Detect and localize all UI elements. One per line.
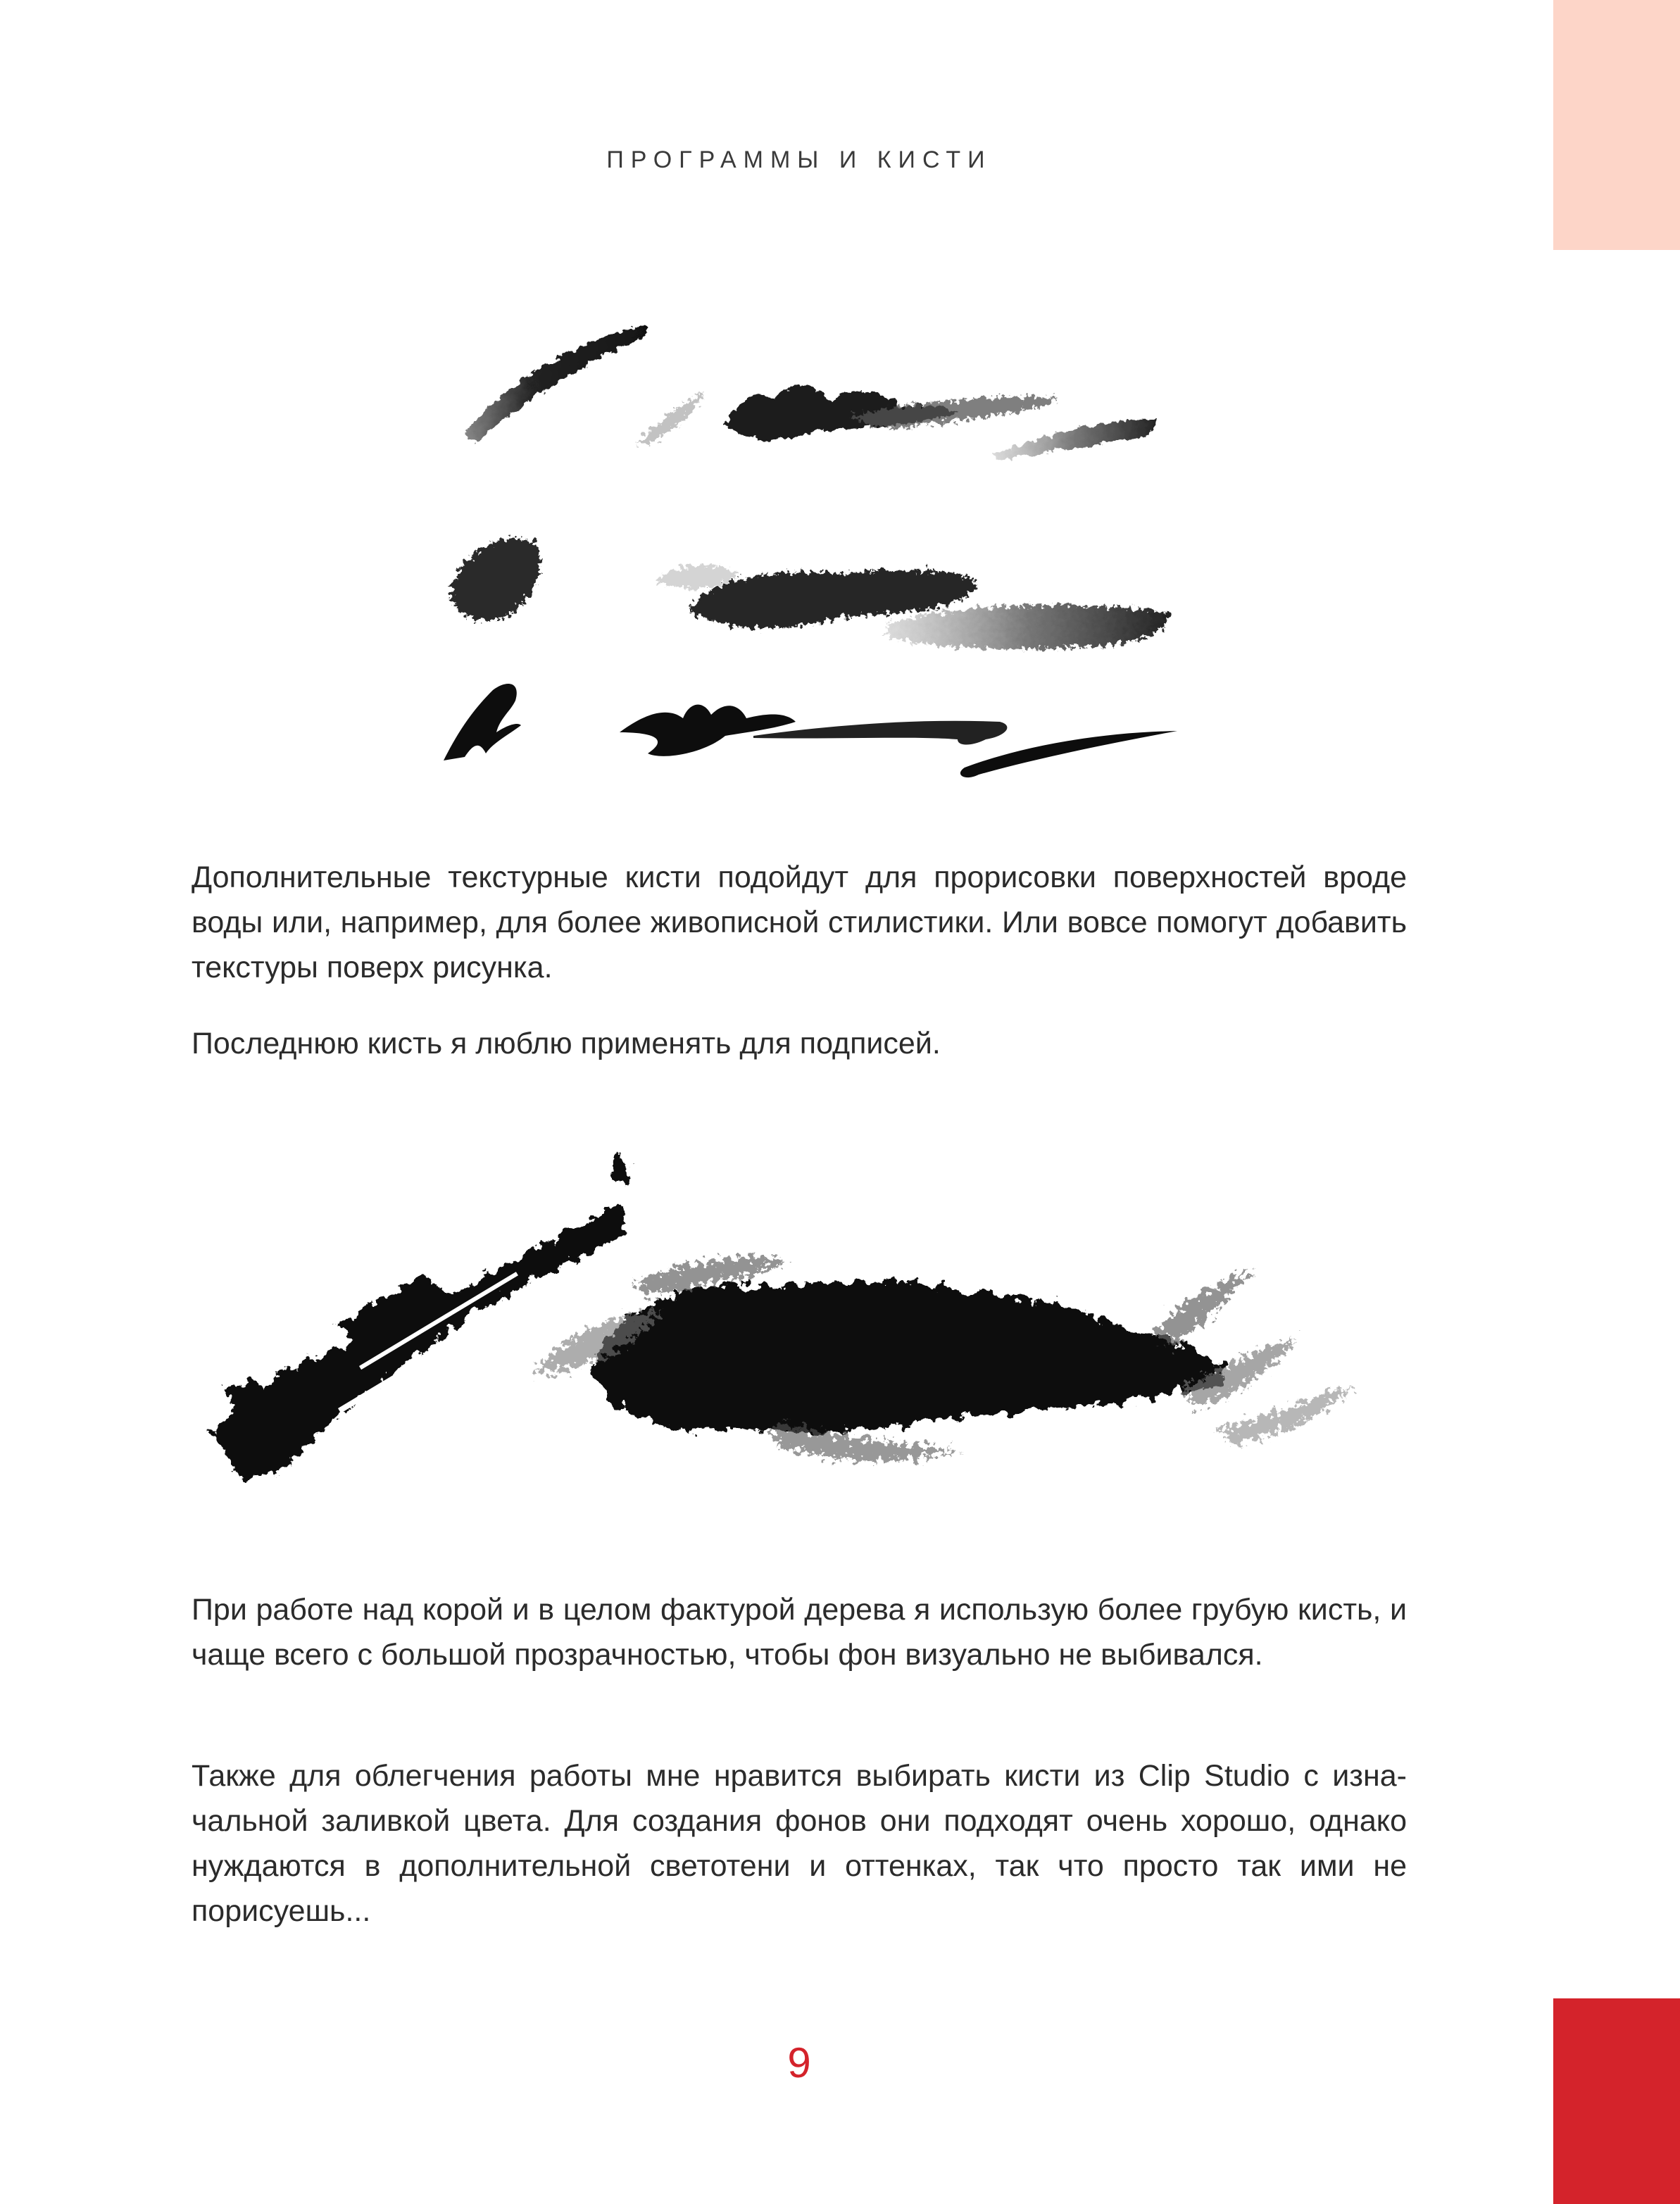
running-title: ПРОГРАММЫ И КИСТИ	[606, 146, 992, 173]
side-tab-top	[1553, 0, 1680, 250]
stroke-soft-arc	[465, 324, 648, 444]
paragraph-signature-brush: Последнюю кисть я люблю применять для подписей.	[192, 1027, 941, 1060]
paragraph-texture-brushes: Дополнительные текстурные кисти подойдут для прорисовки поверхностей вроде воды или, например, для более живописной стилистики. Или вовсе помогут добавить текстуры поверх рисунка.	[192, 860, 1407, 984]
stroke-blocky-diagonal	[211, 1155, 634, 1479]
paragraph-clip-studio: Также для облегчения работы мне нравится выбирать кисти из Clip Studio с изначальной заливкой цвета. Для создания фонов они подходят очень хорошо, однако нуждаются в дополнительной светотени и оттенках, так что просто так ими не порисуешь...	[192, 1759, 1407, 1928]
stroke-sponge-right	[887, 605, 1169, 649]
stroke-ink-zigzag	[620, 705, 796, 756]
stroke-pencil-light	[637, 391, 704, 445]
stroke-ink-thin	[753, 721, 1007, 745]
stroke-marker-right	[993, 419, 1155, 461]
stroke-ink-hook	[444, 684, 521, 760]
stroke-ink-tail	[960, 731, 1177, 777]
stroke-sponge-blob	[451, 539, 541, 620]
side-tab-bottom	[1553, 1998, 1680, 2204]
brush-samples-figure	[422, 296, 1197, 789]
paragraph-bark-texture: При работе над корой и в целом фактурой дерева я использую более грубую кисть, и чаще всего с большой прозрачностью, чтобы фон визуально не выбивался.	[192, 1593, 1407, 1672]
rough-brush-figure	[197, 1134, 1429, 1500]
page-number: 9	[787, 2039, 811, 2086]
stroke-dry-brush-cloud	[535, 1258, 1352, 1460]
